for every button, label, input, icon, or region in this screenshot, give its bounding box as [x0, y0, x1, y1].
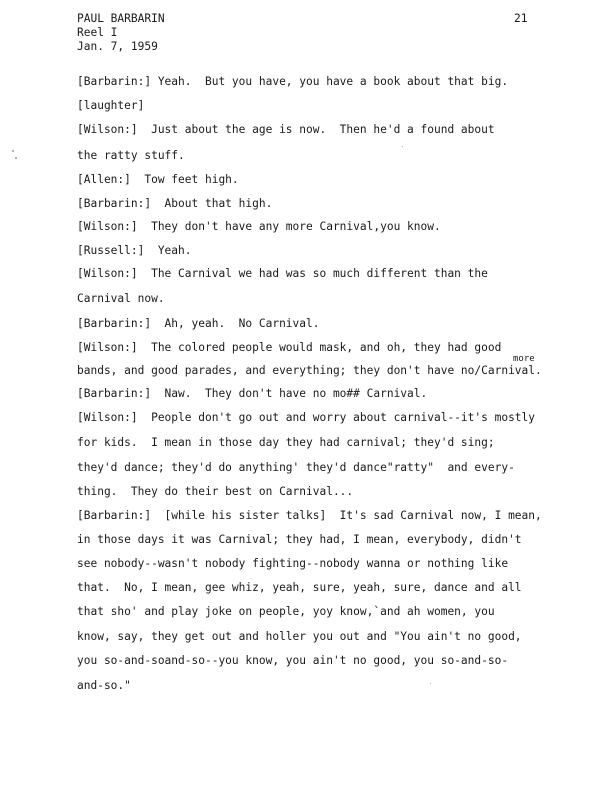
transcript-line: [Wilson:] The colored people would mask, and oh, they had good	[77, 341, 502, 354]
transcript-line: that sho' and play joke on people, yoy know,`and ah women, you	[77, 605, 495, 618]
transcript-line: [Barbarin:] Ah, yeah. No Carnival.	[77, 317, 320, 330]
transcript-line: [Wilson:] People don't go out and worry about carnival--it's mostly	[77, 411, 536, 424]
header-date: Jan. 7, 1959	[77, 40, 158, 53]
transcript-line: the ratty stuff.	[77, 149, 185, 162]
header-name: PAUL BARBARIN	[77, 12, 165, 25]
transcript-line: bands, and good parades, and everything; they don't have no/Carnival.	[77, 364, 542, 377]
scan-speck	[15, 157, 17, 159]
transcript-line: thing. They do their best on Carnival...	[77, 485, 354, 498]
handwritten-insertion: more	[513, 354, 535, 364]
transcript-line: [Allen:] Tow feet high.	[77, 173, 239, 186]
transcript-line: that. No, I mean, gee whiz, yeah, sure, yeah, sure, dance and all	[77, 581, 522, 594]
transcript-line: [Barbarin:] About that high.	[77, 197, 273, 210]
scan-speck	[430, 683, 431, 684]
transcript-line: [Barbarin:] Naw. They don't have no mo## Carnival.	[77, 387, 428, 400]
transcript-line: know, say, they get out and holler you out and "You ain't no good,	[77, 630, 522, 643]
transcript-line: you so-and-soand-so--you know, you ain't no good, you so-and-so-	[77, 654, 509, 667]
transcript-line: in those days it was Carnival; they had, I mean, everybody, didn't	[77, 533, 522, 546]
page-number: 21	[514, 12, 528, 25]
transcript-line: [Russell:] Yeah.	[77, 244, 192, 257]
scan-speck	[402, 146, 403, 147]
transcript-line: [Wilson:] They don't have any more Carnival,you know.	[77, 220, 441, 233]
transcript-line: [laughter]	[77, 99, 145, 112]
header-reel: Reel I	[77, 26, 118, 39]
transcript-line: [Wilson:] Just about the age is now. Then he'd a found about	[77, 123, 495, 136]
transcript-line: Carnival now.	[77, 292, 165, 305]
transcript-line: see nobody--wasn't nobody fighting--nobody wanna or nothing like	[77, 557, 509, 570]
transcript-line: they'd dance; they'd do anything' they'd dance"ratty" and every-	[77, 461, 515, 474]
transcript-line: [Wilson:] The Carnival we had was so much different than the	[77, 267, 488, 280]
transcript-line: [Barbarin:] Yeah. But you have, you have a book about that big.	[77, 75, 509, 88]
transcript-line: for kids. I mean in those day they had carnival; they'd sing;	[77, 436, 495, 449]
transcript-line: [Barbarin:] [while his sister talks] It's sad Carnival now, I mean,	[77, 509, 542, 522]
scan-speck	[12, 150, 14, 152]
transcript-line: and-so."	[77, 679, 131, 692]
